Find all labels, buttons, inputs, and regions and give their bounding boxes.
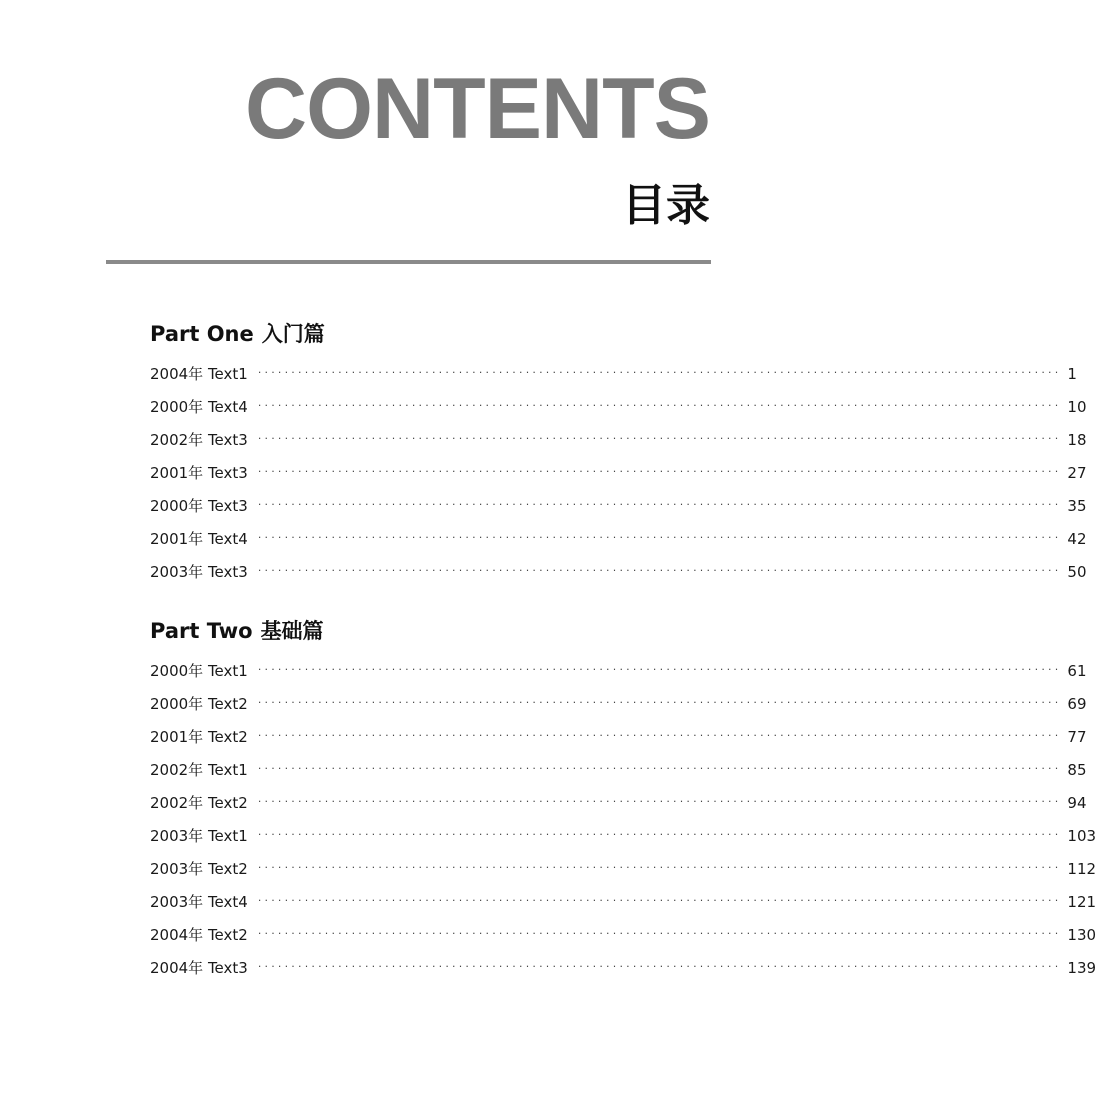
toc-entry-label: 2004年 Text3 xyxy=(150,959,248,977)
page-title: CONTENTS xyxy=(245,61,710,157)
toc-entry-page-number: 42 xyxy=(1067,530,1087,548)
toc-entry[interactable] xyxy=(150,925,1096,958)
toc-entry-label: 2000年 Text4 xyxy=(150,398,248,416)
toc-entry-page-number: 10 xyxy=(1067,398,1087,416)
dot-leader: ························································································································ xyxy=(257,696,1062,709)
dot-leader: ························································································································ xyxy=(257,861,1062,874)
dot-leader: ························································································································ xyxy=(257,663,1062,676)
toc-entry[interactable] xyxy=(150,793,1087,826)
part-heading xyxy=(150,318,668,350)
toc-entry[interactable] xyxy=(150,760,1087,793)
toc-entry[interactable] xyxy=(150,364,1077,397)
dot-leader: ························································································································ xyxy=(257,795,1062,808)
toc-entry[interactable] xyxy=(150,694,1087,727)
dot-leader: ························································································································ xyxy=(257,432,1062,445)
dot-leader: ························································································································ xyxy=(257,729,1062,742)
toc-entry-label: 2000年 Text2 xyxy=(150,695,248,713)
toc-entry-label: 2002年 Text2 xyxy=(150,794,248,812)
toc-entry-page-number: 69 xyxy=(1067,695,1087,713)
toc-entry-page-number: 112 xyxy=(1067,860,1096,878)
toc-entry-page-number: 61 xyxy=(1067,662,1087,680)
toc-entry-label: 2003年 Text4 xyxy=(150,893,248,911)
toc-entry[interactable] xyxy=(150,661,1087,694)
toc-entry-label: 2000年 Text3 xyxy=(150,497,248,515)
dot-leader: ························································································································ xyxy=(257,894,1062,907)
toc-entry[interactable] xyxy=(150,529,1087,562)
part-name: Part One xyxy=(150,322,254,346)
toc-entry-page-number: 139 xyxy=(1067,959,1096,977)
toc-entry-page-number: 1 xyxy=(1067,365,1077,383)
toc-entry-page-number: 77 xyxy=(1067,728,1087,746)
toc-entry[interactable] xyxy=(150,892,1096,925)
toc-entry-label: 2003年 Text2 xyxy=(150,860,248,878)
dot-leader: ························································································································ xyxy=(257,531,1062,544)
dot-leader: ························································································································ xyxy=(257,762,1062,775)
toc-entry-page-number: 130 xyxy=(1067,926,1096,944)
toc-entry[interactable] xyxy=(150,430,1087,463)
dot-leader: ························································································································ xyxy=(257,498,1062,511)
dot-leader: ························································································································ xyxy=(257,564,1062,577)
part-name-chinese: 基础篇 xyxy=(260,619,324,643)
toc-entry-label: 2001年 Text3 xyxy=(150,464,248,482)
page-title-chinese: 目录 xyxy=(622,180,710,231)
dot-leader: ························································································································ xyxy=(257,927,1062,940)
toc-entry-label: 2000年 Text1 xyxy=(150,662,248,680)
toc-entry[interactable] xyxy=(150,859,1096,892)
toc-entry-label: 2004年 Text1 xyxy=(150,365,248,383)
toc-entry-label: 2003年 Text1 xyxy=(150,827,248,845)
toc-entry-label: 2001年 Text2 xyxy=(150,728,248,746)
toc-entry[interactable] xyxy=(150,958,1096,991)
toc-entry-page-number: 103 xyxy=(1067,827,1096,845)
toc-entry-label: 2002年 Text3 xyxy=(150,431,248,449)
toc-entry-label: 2001年 Text4 xyxy=(150,530,248,548)
part-one-section xyxy=(150,318,1087,595)
dot-leader: ························································································································ xyxy=(257,465,1062,478)
part-heading xyxy=(150,615,668,647)
dot-leader: ························································································································ xyxy=(257,960,1062,973)
toc-entry-label: 2002年 Text1 xyxy=(150,761,248,779)
table-of-contents xyxy=(150,318,1096,1011)
dot-leader: ························································································································ xyxy=(257,399,1062,412)
toc-entry[interactable] xyxy=(150,397,1087,430)
toc-entry-label: 2003年 Text3 xyxy=(150,563,248,581)
toc-entry[interactable] xyxy=(150,562,1087,595)
part-name-chinese: 入门篇 xyxy=(261,322,325,346)
toc-entry-page-number: 85 xyxy=(1067,761,1087,779)
toc-entry-page-number: 50 xyxy=(1067,563,1087,581)
toc-entry-page-number: 27 xyxy=(1067,464,1087,482)
toc-entry-page-number: 18 xyxy=(1067,431,1087,449)
toc-entry-page-number: 94 xyxy=(1067,794,1087,812)
toc-entry[interactable] xyxy=(150,463,1087,496)
divider xyxy=(106,260,711,264)
toc-entry-page-number: 35 xyxy=(1067,497,1087,515)
toc-entry-label: 2004年 Text2 xyxy=(150,926,248,944)
dot-leader: ························································································································ xyxy=(257,366,1062,379)
toc-entry-page-number: 121 xyxy=(1067,893,1096,911)
part-two-section xyxy=(150,615,1096,991)
toc-entry[interactable] xyxy=(150,496,1087,529)
toc-entry[interactable] xyxy=(150,826,1096,859)
dot-leader: ························································································································ xyxy=(257,828,1062,841)
toc-entry[interactable] xyxy=(150,727,1087,760)
part-name: Part Two xyxy=(150,619,253,643)
